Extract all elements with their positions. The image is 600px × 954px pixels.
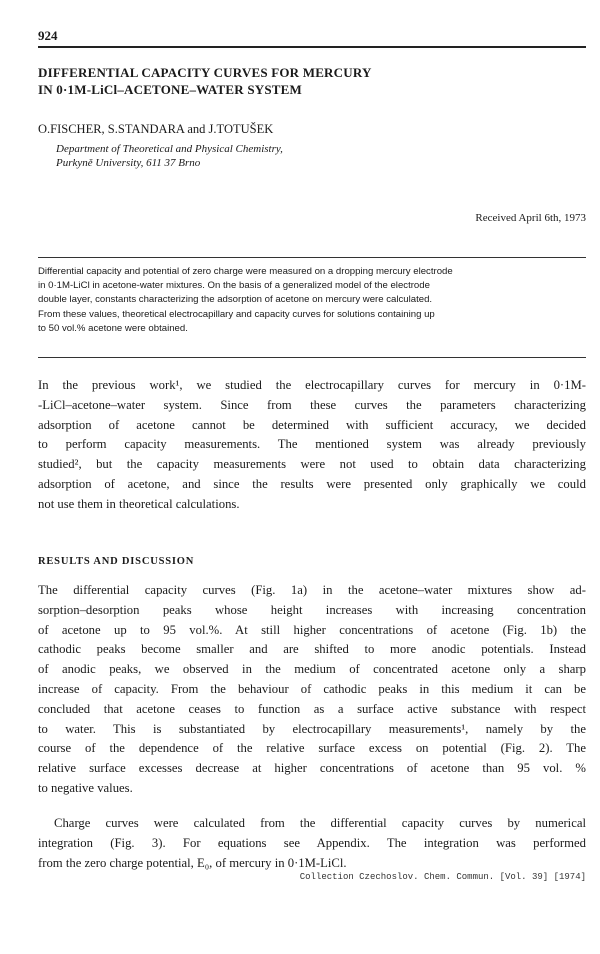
received-date: Received April 6th, 1973	[475, 212, 586, 224]
body-line: studied², but the capacity measurements were not used to obtain data characterizing	[38, 457, 586, 472]
abstract-line: to 50 vol.% acetone were obtained.	[38, 322, 188, 334]
abstract-line: From these values, theoretical electrocapillary and capacity curves for solutions containing up	[38, 308, 435, 320]
body-line: The differential capacity curves (Fig. 1a) in the acetone–water mixtures show ad-	[38, 583, 586, 597]
abstract-line: in 0·1M-LiCl in acetone-water mixtures. On the basis of a generalized model of the electrode	[38, 280, 430, 292]
section-heading: RESULTS AND DISCUSSION	[38, 556, 195, 567]
body-line: to perform capacity measurements. The mentioned system was already previously	[38, 437, 586, 452]
abstract	[38, 265, 586, 336]
header-rule	[38, 46, 586, 48]
body-line: of anodic peaks, we observed in the medium of concentrated acetone only a sharp	[38, 662, 586, 677]
body-line: Charge curves were calculated from the differential capacity curves by numerical	[54, 816, 586, 830]
body-line: increase of capacity. From the behaviour of cathodic peaks in this medium it can be	[38, 681, 586, 696]
body-line: from the zero charge potential, E₀, of mercury in 0·1M-LiCl.	[38, 855, 347, 870]
paragraph-charge-curves	[38, 814, 586, 873]
body-line: relative surface excesses decrease at higher concentrations of acetone than 95 vol. %	[38, 761, 586, 776]
body-line: to negative values.	[38, 780, 133, 795]
body-line: to water. This is substantiated by electrocapillary measurements¹, namely by the	[38, 721, 586, 736]
paragraph-intro	[38, 376, 586, 515]
affiliation-line-2: Purkyně University, 611 37 Brno	[56, 157, 201, 169]
paragraph-results	[38, 581, 586, 799]
author-list: O.FISCHER, S.STANDARA and J.TOTUŠEK	[38, 122, 274, 136]
body-line: integration (Fig. 3). For equations see Appendix. The integration was performed	[38, 835, 586, 850]
abstract-bottom-rule	[38, 357, 586, 358]
paper-title	[38, 64, 558, 98]
journal-footer: Collection Czechoslov. Chem. Commun. [Vol. 39] [1974]	[299, 872, 586, 882]
abstract-line: Differential capacity and potential of zero charge were measured on a dropping mercury electrode	[38, 266, 453, 277]
affiliation	[56, 142, 283, 170]
body-line: -LiCl–acetone–water system. Since from these curves the parameters characterizing	[38, 397, 586, 412]
abstract-top-rule	[38, 257, 586, 258]
body-line: cathodic peaks become smaller and are shifted to more anodic potentials. Instead	[38, 642, 586, 657]
body-line: adsorption of acetone, and since the results were presented only graphically we could	[38, 476, 586, 491]
page-number: 924	[38, 28, 58, 43]
title-line-2: IN 0·1M-LiCl–ACETONE–WATER SYSTEM	[38, 82, 302, 97]
title-line-1: DIFFERENTIAL CAPACITY CURVES FOR MERCURY	[38, 65, 372, 80]
body-line: sorption–desorption peaks whose height increases with increasing concentration	[38, 602, 586, 617]
affiliation-line-1: Department of Theoretical and Physical Chemistry,	[56, 143, 283, 155]
body-line: course of the dependence of the relative surface excess on potential (Fig. 2). The	[38, 741, 586, 756]
body-line: of acetone up to 95 vol.%. At still higher concentrations of acetone (Fig. 1b) the	[38, 622, 586, 637]
abstract-line: double layer, constants characterizing the adsorption of acetone on mercury were calculated.	[38, 294, 433, 306]
body-line: not use them in theoretical calculations.	[38, 496, 240, 511]
body-line: adsorption of acetone cannot be determined with sufficient accuracy, we decided	[38, 417, 586, 432]
body-line: concluded that acetone ceases to function as a surface active substance with respect	[38, 701, 586, 716]
body-line: In the previous work¹, we studied the electrocapillary curves for mercury in 0·1M-	[38, 378, 586, 392]
